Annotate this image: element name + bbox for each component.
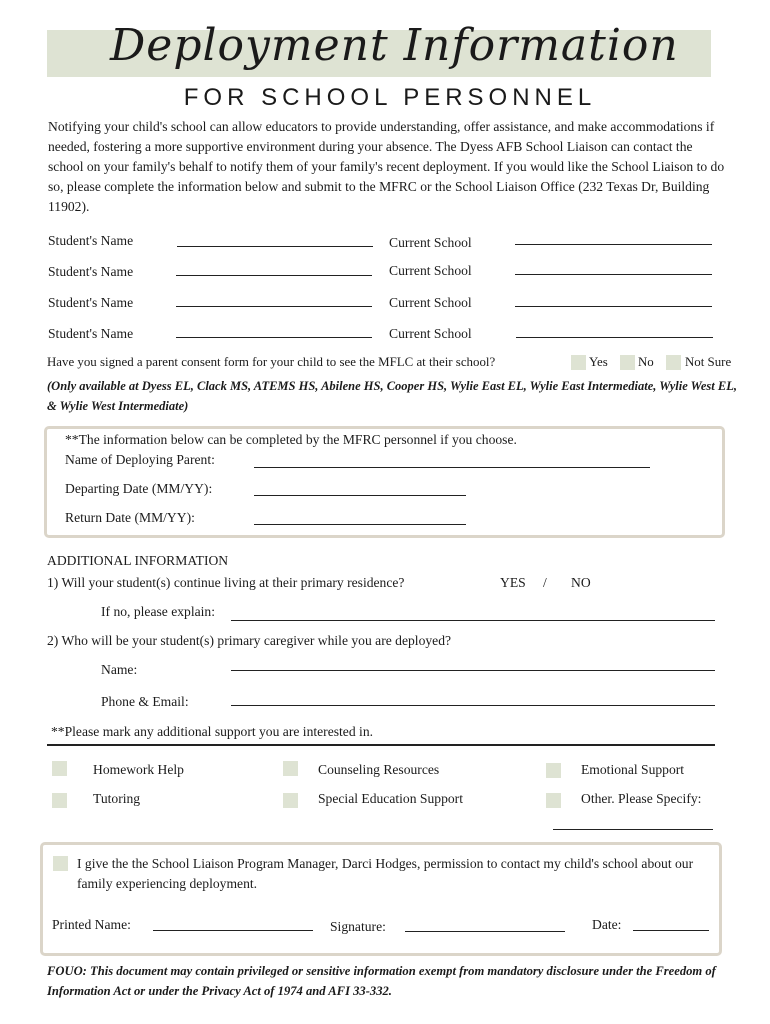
emotional-support-checkbox[interactable] xyxy=(546,763,561,778)
permission-text: I give the the School Liaison Program Manager, Darci Hodges, permission to contact my child's school about our family experiencing deployment. xyxy=(77,856,694,891)
fouo-footer: FOUO: This document may contain privileged or sensitive information exempt from mandatory disclosure under the Freedom of Information Act or under the Privacy Act of 1974 and AFI 33-332. xyxy=(47,964,716,998)
consent-question: Have you signed a parent consent form for your child to see the MFLC at their school? xyxy=(47,355,496,369)
special-education-checkbox[interactable] xyxy=(283,793,298,808)
other-support-label: Other. Please Specify: xyxy=(581,791,702,806)
consent-availability-note: (Only available at Dyess EL, Clack MS, ATEMS HS, Abilene HS, Cooper HS, Wylie East EL, Wylie East Intermediate, Wylie West EL, & Wylie West Intermediate) xyxy=(47,379,737,413)
date-label: Date: xyxy=(592,917,622,932)
current-school-label: Current School xyxy=(389,326,472,341)
consent-no-checkbox[interactable] xyxy=(620,355,635,370)
permission-checkbox[interactable] xyxy=(53,856,68,871)
tutoring-checkbox[interactable] xyxy=(52,793,67,808)
current-school-label: Current School xyxy=(389,235,472,250)
current-school-label: Current School xyxy=(389,263,472,278)
current-school-field[interactable] xyxy=(515,274,712,275)
student-name-field[interactable] xyxy=(176,306,372,307)
student-name-label: Student's Name xyxy=(48,233,134,248)
signature-label: Signature: xyxy=(330,919,386,934)
deploying-parent-label: Name of Deploying Parent: xyxy=(65,452,215,467)
intro-paragraph: Notifying your child's school can allow educators to provide understanding, offer assistance, and make accommodations if needed, fostering a more supportive environment during your absence. The Dyess AFB School Liaison can contact the school on your family's behalf to notify them of your family's recent deployment. If you would like the School Liaison to do so, please complete the information below and submit to the MFRC or the School Liaison Office (232 Texas Dr, Building 11902). xyxy=(48,119,725,214)
student-name-field[interactable] xyxy=(176,337,372,338)
deploying-parent-field[interactable] xyxy=(254,467,650,468)
q1-slash: / xyxy=(543,575,547,590)
page-subtitle: FOR SCHOOL PERSONNEL xyxy=(183,84,597,111)
counseling-resources-checkbox[interactable] xyxy=(283,761,298,776)
consent-not-sure-checkbox[interactable] xyxy=(666,355,681,370)
homework-help-label: Homework Help xyxy=(93,762,184,777)
section-divider xyxy=(47,744,715,746)
current-school-label: Current School xyxy=(389,295,472,310)
question-1: 1) Will your student(s) continue living at their primary residence? xyxy=(47,575,405,590)
q1-yes-option[interactable]: YES xyxy=(500,575,526,590)
return-date-field[interactable] xyxy=(254,524,466,525)
emotional-support-label: Emotional Support xyxy=(581,762,685,777)
special-education-label: Special Education Support xyxy=(318,791,463,806)
consent-yes-label: Yes xyxy=(589,355,608,369)
caregiver-name-label: Name: xyxy=(101,662,138,677)
student-name-label: Student's Name xyxy=(48,326,134,341)
student-name-label: Student's Name xyxy=(48,264,134,279)
other-support-checkbox[interactable] xyxy=(546,793,561,808)
departing-date-field[interactable] xyxy=(254,495,466,496)
caregiver-phone-email-field[interactable] xyxy=(231,705,715,706)
caregiver-phone-email-label: Phone & Email: xyxy=(101,694,189,709)
consent-no-label: No xyxy=(638,355,654,369)
current-school-field[interactable] xyxy=(515,306,712,307)
other-support-field[interactable] xyxy=(553,829,713,830)
consent-yes-checkbox[interactable] xyxy=(571,355,586,370)
printed-name-field[interactable] xyxy=(153,930,313,931)
q1-no-option[interactable]: NO xyxy=(571,575,591,590)
tutoring-label: Tutoring xyxy=(93,791,141,806)
explain-label: If no, please explain: xyxy=(101,604,215,619)
departing-date-label: Departing Date (MM/YY): xyxy=(65,481,213,496)
signature-field[interactable] xyxy=(405,931,565,932)
printed-name-label: Printed Name: xyxy=(52,917,131,932)
additional-info-heading: ADDITIONAL INFORMATION xyxy=(47,553,229,568)
current-school-field[interactable] xyxy=(516,337,713,338)
date-field[interactable] xyxy=(633,930,709,931)
support-note: **Please mark any additional support you are interested in. xyxy=(51,724,374,739)
student-name-label: Student's Name xyxy=(48,295,134,310)
current-school-field[interactable] xyxy=(515,244,712,245)
counseling-resources-label: Counseling Resources xyxy=(318,762,440,777)
mfrc-note: **The information below can be completed by the MFRC personnel if you choose. xyxy=(65,432,517,447)
homework-help-checkbox[interactable] xyxy=(52,761,67,776)
student-name-field[interactable] xyxy=(177,246,373,247)
return-date-label: Return Date (MM/YY): xyxy=(65,510,195,525)
page-title: Deployment Information xyxy=(110,20,679,71)
student-name-field[interactable] xyxy=(176,275,372,276)
question-2: 2) Who will be your student(s) primary caregiver while you are deployed? xyxy=(47,633,452,648)
consent-not-sure-label: Not Sure xyxy=(685,355,732,369)
caregiver-name-field[interactable] xyxy=(231,670,715,671)
explain-field[interactable] xyxy=(231,620,715,621)
